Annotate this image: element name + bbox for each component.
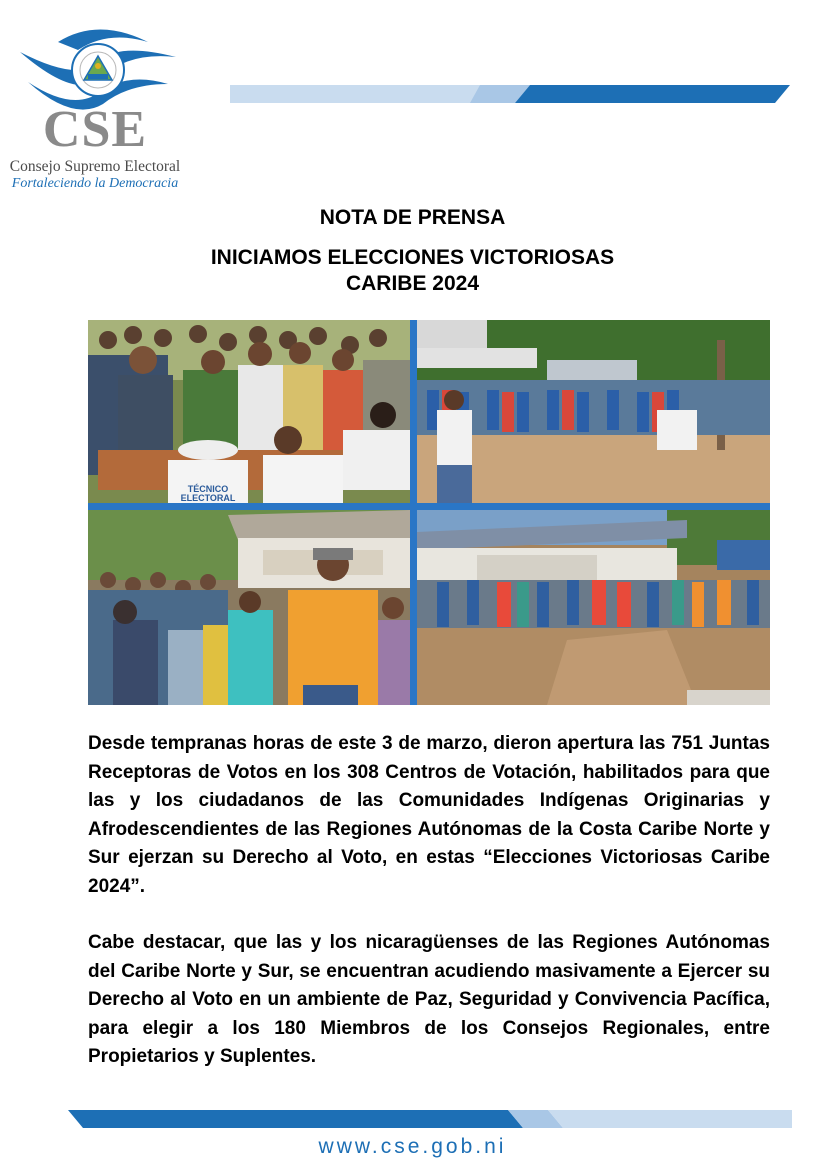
body-paragraph-2: Cabe destacar, que las y los nicaragüenses de las Regiones Autónomas del Caribe Norte y Sur, se encuentran acudiendo masivamente a Ejercer su Derecho al Voto en un ambiente de Paz, Seguridad y Convivencia Pacífica, para elegir a los 180 Miembros de los Consejos Regionales, entre Propietarios y Suplentes. <box>88 932 770 1068</box>
headline-line-1: INICIAMOS ELECCIONES VICTORIOSAS <box>210 246 615 269</box>
photo-collage <box>88 320 770 705</box>
title-block <box>0 205 825 297</box>
press-label: NOTA DE PRENSA <box>319 206 506 229</box>
svg-text:TÉCNICO: TÉCNICO <box>187 484 229 494</box>
photo-queue-building <box>417 510 770 705</box>
logo-name: Consejo Supremo Electoral <box>9 158 181 175</box>
headline-line-2: CARIBE 2024 <box>345 272 480 295</box>
logo-acronym: CSE <box>42 101 148 158</box>
photo-voting-line <box>417 320 770 503</box>
cse-logo <box>0 10 200 190</box>
header-band <box>230 85 790 103</box>
svg-text:ELECTORAL: ELECTORAL <box>180 493 236 503</box>
photo-crowd-school <box>88 510 410 705</box>
footer-band <box>68 1110 792 1128</box>
photo-voter-table <box>88 320 410 503</box>
body-paragraph-1: Desde tempranas horas de este 3 de marzo, dieron apertura las 751 Juntas Receptoras de Votos en los 308 Centros de Votación, habilitados para que las y los ciudadanos de las Comunidades Indígenas Originarias y Afrodescendientes de las Regiones Autónomas de la Costa Caribe Norte y Sur ejerzan su Derecho al Voto, en estas “Elecciones Victoriosas Caribe 2024”. <box>88 733 770 897</box>
logo-motto: Fortaleciendo la Democracia <box>11 176 179 191</box>
footer-website-link[interactable]: www.cse.gob.ni <box>318 1135 507 1158</box>
